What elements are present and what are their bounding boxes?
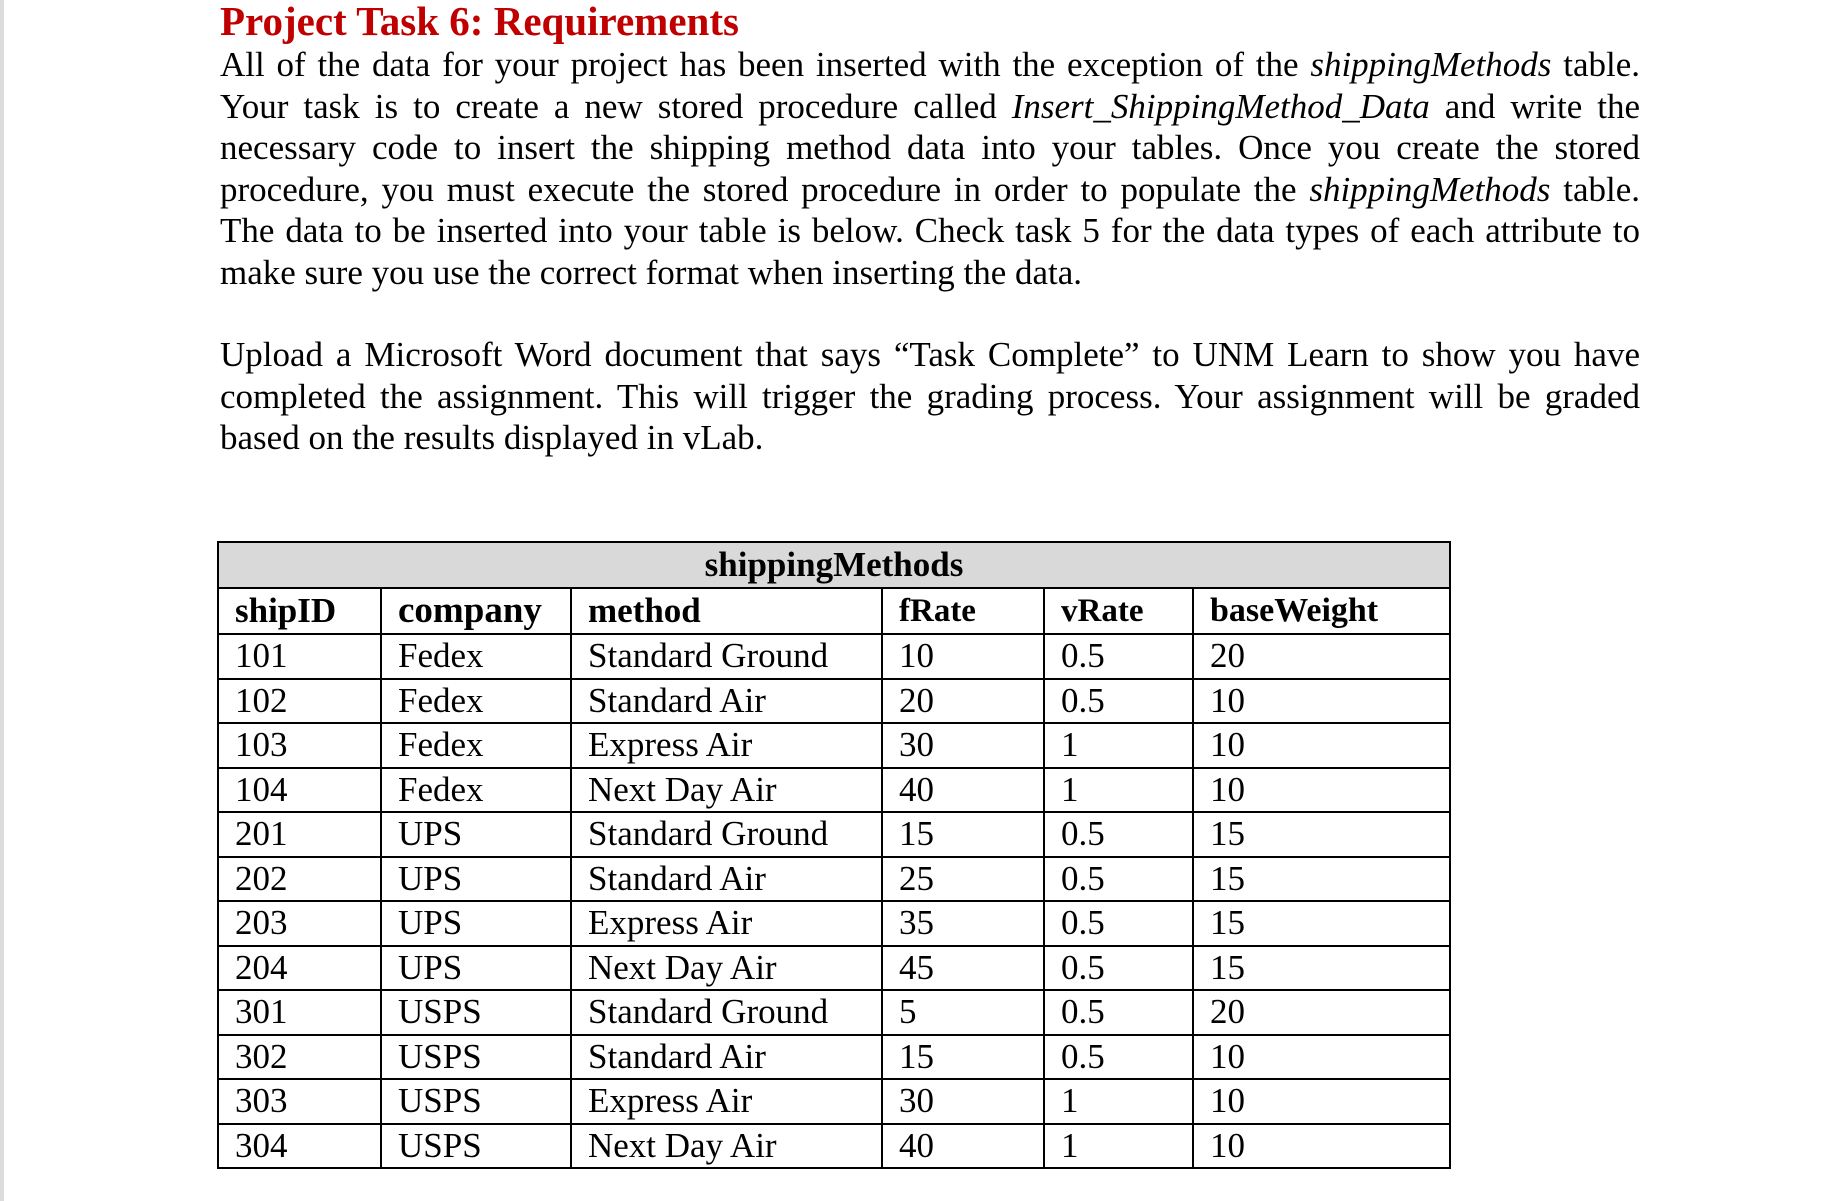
cell-vrate: 1 (1044, 1124, 1193, 1169)
cell-shipid: 203 (218, 901, 381, 946)
cell-method: Standard Air (571, 857, 882, 902)
cell-frate: 5 (882, 990, 1044, 1035)
cell-shipid: 103 (218, 723, 381, 768)
cell-baseweight: 15 (1193, 901, 1450, 946)
cell-vrate: 0.5 (1044, 857, 1193, 902)
paragraph-text: table. The data to be inserted into your table is below. Check task 5 for the data types of each attribute to make sure you use the correct format when inserting the data. (220, 169, 1640, 292)
cell-vrate: 1 (1044, 1079, 1193, 1124)
cell-frate: 25 (882, 857, 1044, 902)
cell-frate: 40 (882, 768, 1044, 813)
table-row (218, 812, 1450, 857)
cell-company: UPS (381, 946, 571, 991)
cell-frate: 15 (882, 1035, 1044, 1080)
cell-shipid: 302 (218, 1035, 381, 1080)
table-row (218, 946, 1450, 991)
cell-company: Fedex (381, 723, 571, 768)
cell-baseweight: 15 (1193, 946, 1450, 991)
header-shipid: shipID (218, 588, 381, 634)
cell-shipid: 101 (218, 634, 381, 679)
table-row (218, 1124, 1450, 1169)
header-vrate: vRate (1044, 588, 1193, 634)
cell-frate: 35 (882, 901, 1044, 946)
paragraph-text: table. Your task is to create a new stored procedure called (220, 45, 1640, 126)
cell-baseweight: 20 (1193, 634, 1450, 679)
cell-baseweight: 10 (1193, 1079, 1450, 1124)
table-row (218, 1035, 1450, 1080)
cell-method: Standard Air (571, 679, 882, 724)
cell-baseweight: 10 (1193, 723, 1450, 768)
cell-vrate: 0.5 (1044, 946, 1193, 991)
cell-shipid: 204 (218, 946, 381, 991)
cell-vrate: 1 (1044, 723, 1193, 768)
cell-method: Express Air (571, 1079, 882, 1124)
table-row (218, 1079, 1450, 1124)
shipping-methods-table (217, 541, 1451, 1169)
cell-shipid: 201 (218, 812, 381, 857)
cell-baseweight: 10 (1193, 1124, 1450, 1169)
header-method: method (571, 588, 882, 634)
cell-baseweight: 10 (1193, 679, 1450, 724)
cell-shipid: 301 (218, 990, 381, 1035)
cell-company: USPS (381, 1035, 571, 1080)
table-caption: shippingMethods (218, 542, 1450, 588)
table-name-reference: shippingMethods (1310, 45, 1552, 84)
table-row (218, 723, 1450, 768)
cell-method: Next Day Air (571, 946, 882, 991)
table-row (218, 768, 1450, 813)
cell-company: UPS (381, 857, 571, 902)
page-edge-bar (0, 0, 4, 1201)
cell-shipid: 102 (218, 679, 381, 724)
cell-baseweight: 15 (1193, 857, 1450, 902)
cell-shipid: 303 (218, 1079, 381, 1124)
cell-frate: 15 (882, 812, 1044, 857)
cell-vrate: 0.5 (1044, 812, 1193, 857)
cell-method: Express Air (571, 723, 882, 768)
cell-vrate: 1 (1044, 768, 1193, 813)
cell-company: USPS (381, 990, 571, 1035)
cell-company: USPS (381, 1124, 571, 1169)
cell-method: Next Day Air (571, 1124, 882, 1169)
cell-company: Fedex (381, 768, 571, 813)
table-name-reference: shippingMethods (1309, 169, 1551, 209)
table-header-row (218, 588, 1450, 634)
cell-vrate: 0.5 (1044, 1035, 1193, 1080)
cell-company: UPS (381, 812, 571, 857)
cell-baseweight: 10 (1193, 1035, 1450, 1080)
cell-frate: 40 (882, 1124, 1044, 1169)
document-body (220, 0, 1640, 459)
cell-baseweight: 15 (1193, 812, 1450, 857)
table-row (218, 679, 1450, 724)
cell-company: UPS (381, 901, 571, 946)
paragraph-text: and write the necessary code to insert the shipping method data into your tables. Once you create the stored procedure, you must execute the stored procedure in order to populate the (220, 86, 1640, 209)
header-company: company (381, 588, 571, 634)
cell-method: Standard Ground (571, 812, 882, 857)
upload-paragraph: Upload a Microsoft Word document that says “Task Complete” to UNM Learn to show you have completed the assignment. This will trigger the grading process. Your assignment will be graded based on the results displayed in vLab. (220, 335, 1640, 457)
cell-company: Fedex (381, 679, 571, 724)
cell-shipid: 202 (218, 857, 381, 902)
cell-method: Next Day Air (571, 768, 882, 813)
cell-method: Standard Ground (571, 634, 882, 679)
cell-frate: 10 (882, 634, 1044, 679)
cell-method: Express Air (571, 901, 882, 946)
cell-frate: 30 (882, 723, 1044, 768)
header-baseweight: baseWeight (1193, 588, 1450, 634)
table-row (218, 634, 1450, 679)
table-row (218, 990, 1450, 1035)
cell-frate: 45 (882, 946, 1044, 991)
cell-frate: 30 (882, 1079, 1044, 1124)
cell-baseweight: 10 (1193, 768, 1450, 813)
cell-company: Fedex (381, 634, 571, 679)
cell-vrate: 0.5 (1044, 901, 1193, 946)
cell-frate: 20 (882, 679, 1044, 724)
procedure-name-reference: Insert_ShippingMethod_Data (1011, 86, 1430, 126)
table-row (218, 901, 1450, 946)
paragraph-text: All of the data for your project has been inserted with the exception of the (220, 45, 1311, 84)
cell-shipid: 104 (218, 768, 381, 813)
cell-company: USPS (381, 1079, 571, 1124)
cell-method: Standard Ground (571, 990, 882, 1035)
instructions-paragraph (220, 44, 1640, 293)
page-title: Project Task 6: Requirements (220, 0, 739, 44)
cell-vrate: 0.5 (1044, 634, 1193, 679)
cell-method: Standard Air (571, 1035, 882, 1080)
cell-baseweight: 20 (1193, 990, 1450, 1035)
cell-vrate: 0.5 (1044, 990, 1193, 1035)
cell-shipid: 304 (218, 1124, 381, 1169)
header-frate: fRate (882, 588, 1044, 634)
cell-vrate: 0.5 (1044, 679, 1193, 724)
table-row (218, 857, 1450, 902)
